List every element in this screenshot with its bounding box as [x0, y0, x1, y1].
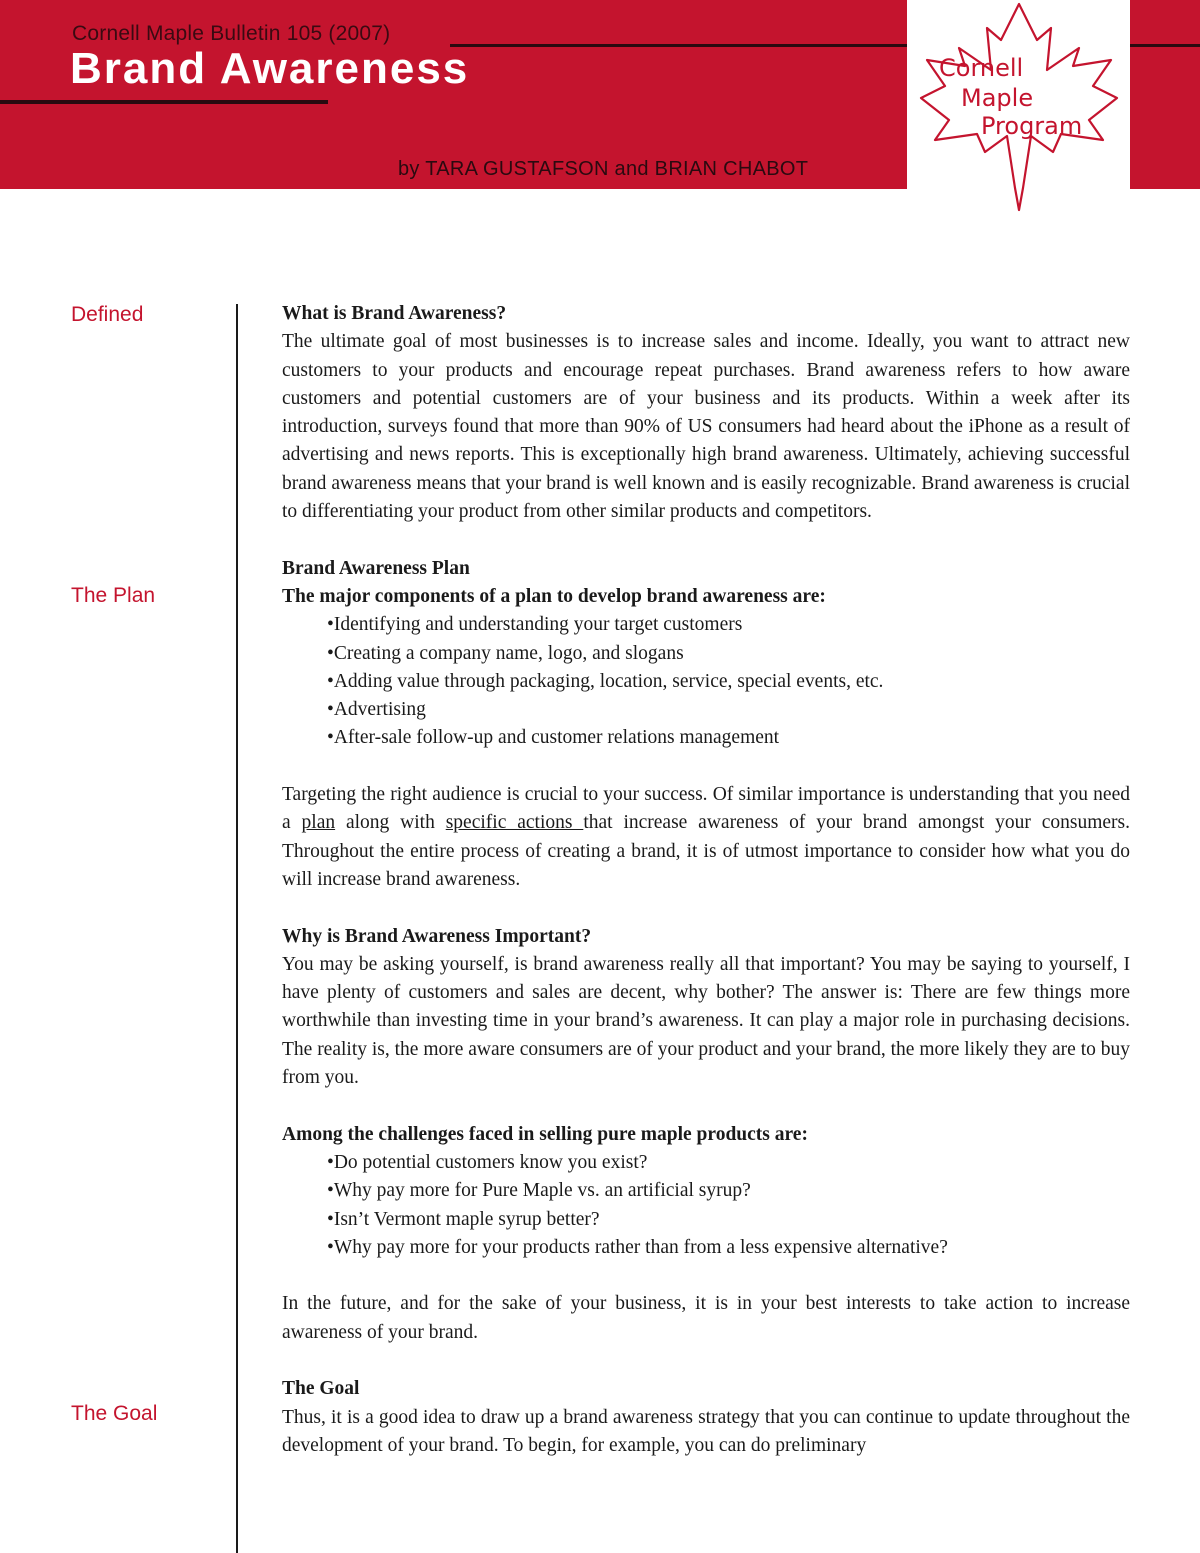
goal-body: Thus, it is a good idea to draw up a brand awareness strategy that you can continue to update throughout the development of your brand. To begin, for example, you can do preliminary [282, 1406, 1130, 1456]
main-content [282, 300, 1130, 1460]
list-item: • Advertising [327, 696, 1130, 724]
plan-underline-plan: plan [301, 812, 336, 834]
page-title: Brand Awareness [70, 44, 470, 93]
list-item: • Creating a company name, logo, and slogans [327, 640, 1130, 668]
plan-subheading: The major components of a plan to develop brand awareness are: [282, 585, 826, 607]
why-body: You may be asking yourself, is brand awareness really all that important? You may be saying to yourself, I have plenty of customers and sales are decent, why bother? The answer is: There are few things more worthwhile than investing time in your brand’s awareness. It can play a major role in purchasing decisions. The reality is, the more aware consumers are of your product and your brand, the more likely they are to buy from you. [282, 953, 1130, 1089]
maple-leaf-icon [899, 0, 1139, 215]
challenges-closing: In the future, and for the sake of your business, it is in your best interests to take action to increase awareness of your brand. [282, 1293, 1130, 1343]
list-item: • Why pay more for your products rather than from a less expensive alternative? [327, 1234, 1130, 1262]
goal-heading: The Goal [282, 1378, 360, 1400]
plan-text-c: that increase awareness of your brand amongst your consumers. Throughout the entire process of creating a brand, it is of utmost importance to consider how what you do will increase brand awareness. [282, 812, 1130, 890]
plan-text-a: Targeting the right audience is crucial to your success. Of similar importance is understanding that you need a [282, 784, 1130, 834]
logo-line-1: Cornell [939, 54, 1024, 82]
section-label-plan: The Plan [71, 584, 156, 607]
section-label-defined: Defined [71, 303, 144, 326]
header-rule-right [1130, 44, 1200, 47]
list-item: • Do potential customers know you exist? [327, 1149, 1130, 1177]
column-divider [236, 304, 238, 1553]
defined-heading: What is Brand Awareness? [282, 303, 507, 324]
logo-line-2: Maple [961, 84, 1034, 112]
challenges-list [282, 1149, 1130, 1262]
list-item: • Identifying and understanding your target customers [327, 611, 1130, 639]
list-item: • Why pay more for Pure Maple vs. an artificial syrup? [327, 1177, 1130, 1205]
header-banner [0, 0, 1200, 189]
header-rule [450, 44, 908, 47]
list-item: • After-sale follow-up and customer relations management [327, 724, 1130, 752]
section-label-goal: The Goal [71, 1402, 158, 1425]
defined-body: The ultimate goal of most businesses is to increase sales and income. Ideally, you want to attract new customers to your products and encourage repeat purchases. Brand awareness refers to how aware customers and potential customers are of your business and its products. Within a week after its introduction, surveys found that more than 90% of US consumers had heard about the iPhone as a result of advertising and news reports. This is exceptionally high brand awareness. Ultimately, achieving successful brand awareness means that your brand is well known and is easily recognizable. Brand awareness is crucial to differentiating your product from other similar products and competitors. [282, 331, 1130, 523]
plan-paragraph [282, 781, 1130, 894]
bulletin-label: Cornell Maple Bulletin 105 (2007) [72, 22, 391, 45]
plan-text-b: along with [335, 812, 446, 834]
list-item: • Isn’t Vermont maple syrup better? [327, 1206, 1130, 1234]
list-item: • Adding value through packaging, location, service, special events, etc. [327, 668, 1130, 696]
logo [907, 0, 1130, 189]
why-heading: Why is Brand Awareness Important? [282, 925, 592, 947]
byline: by TARA GUSTAFSON and BRIAN CHABOT [398, 158, 809, 180]
challenges-heading: Among the challenges faced in selling pure maple products are: [282, 1123, 808, 1145]
title-underline [0, 100, 328, 104]
plan-components-list [282, 611, 1130, 752]
plan-heading: Brand Awareness Plan [282, 557, 470, 579]
logo-line-3: Program [981, 112, 1083, 140]
plan-underline-actions: specific actions [445, 812, 584, 834]
